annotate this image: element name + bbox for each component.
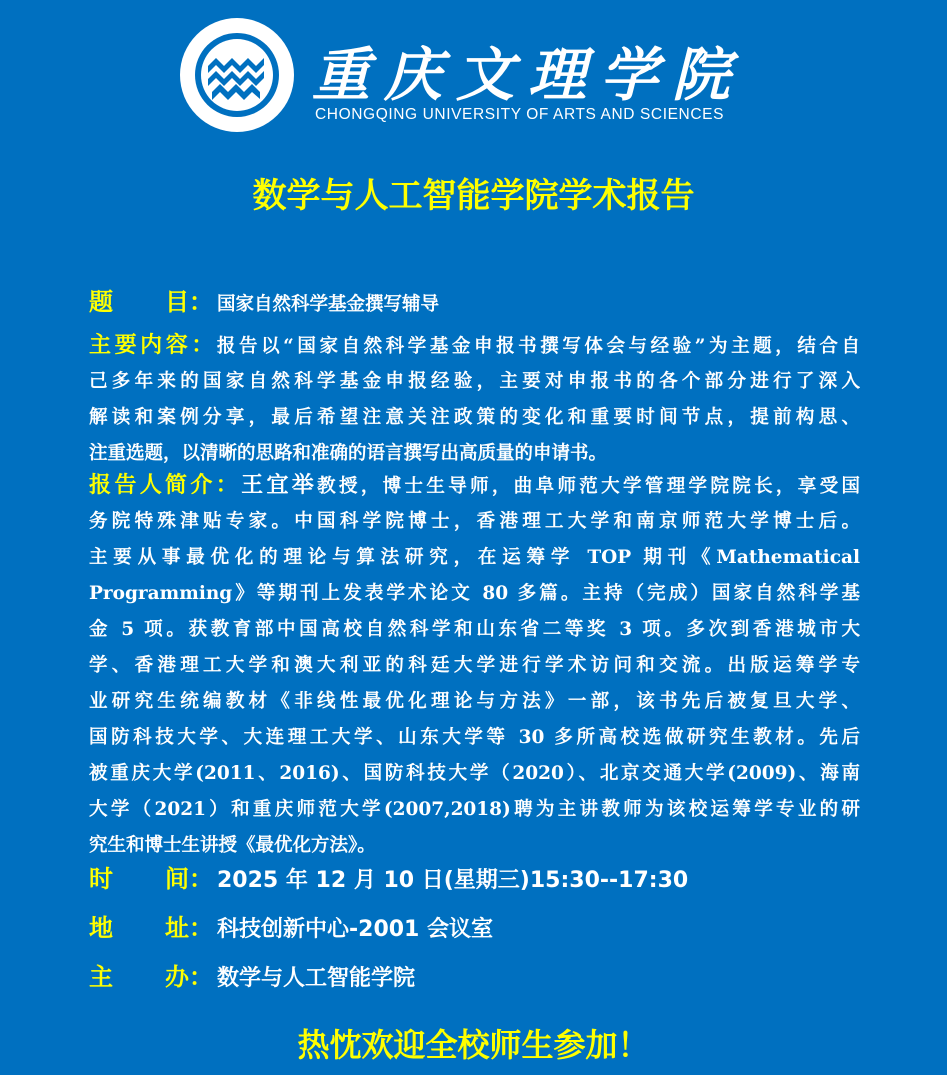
speaker-line: 国防科技大学、大连理工大学、山东大学等 30 多所高校选做研究生教材。先后 [89, 727, 860, 748]
speaker-line: 教授，博士生导师，曲阜师范大学管理学院院长，享受国 [317, 476, 860, 497]
time-label-b: 间： [165, 865, 213, 893]
place-value: 科技创新中心-2001 会议室 [217, 917, 494, 942]
place-label-b: 址： [165, 914, 213, 942]
host-row [89, 962, 415, 992]
content-label: 主要内容： [89, 333, 217, 358]
speaker-label: 报告人简介： [89, 473, 242, 498]
topic-label-b: 目： [165, 288, 213, 316]
content-line: 注重选题，以清晰的思路和准确的语言撰写出高质量的申请书。 [89, 443, 608, 464]
speaker-line: 业研究生统编教材《非线性最优化理论与方法》一部，该书先后被复旦大学、 [89, 691, 860, 712]
content-line: 己多年来的国家自然科学基金申报经验，主要对申报书的各个部分进行了深入 [89, 371, 860, 392]
topic-label-a: 题 [89, 288, 113, 316]
topic-value: 国家自然科学基金撰写辅导 [217, 294, 440, 315]
time-row [89, 864, 688, 894]
time-value: 2025 年 12 月 10 日(星期三)15:30--17:30 [217, 868, 689, 893]
place-row [89, 913, 493, 943]
time-label-a: 时 [89, 865, 113, 893]
content-section [89, 328, 860, 472]
speaker-line: 金 5 项。获教育部中国高校自然科学和山东省二等奖 3 项。多次到香港城市大 [89, 619, 860, 640]
university-name-en: CHONGQING UNIVERSITY OF ARTS AND SCIENCES [315, 106, 725, 123]
speaker-line: 学、香港理工大学和澳大利亚的科廷大学进行学术访问和交流。出版运筹学专 [89, 655, 860, 676]
welcome-message: 热忱欢迎全校师生参加！ [297, 1026, 650, 1064]
place-label-a: 地 [89, 914, 113, 942]
speaker-line: Programming》等期刊上发表学术论文 80 多篇。主持（完成）国家自然科学基 [89, 583, 860, 604]
topic-row [89, 287, 439, 317]
university-logo [178, 16, 296, 134]
content-line: 解读和案例分享，最后希望注意关注政策的变化和重要时间节点，提前构思、 [89, 407, 860, 428]
report-title: 数学与人工智能学院学术报告 [252, 176, 695, 216]
speaker-section [89, 468, 860, 864]
speaker-line: 主要从事最优化的理论与算法研究，在运筹学 TOP 期刊《Mathematical [89, 547, 860, 568]
speaker-line: 被重庆大学(2011、2016)、国防科技大学（2020）、北京交通大学(2009)、海南 [89, 763, 860, 784]
host-label-b: 办： [165, 963, 213, 991]
content-line: 报告以“国家自然科学基金申报书撰写体会与经验”为主题，结合自 [216, 336, 860, 357]
university-name-cn: 重庆文理学院 [312, 41, 745, 109]
host-value: 数学与人工智能学院 [217, 966, 416, 991]
speaker-line: 究生和博士生讲授《最优化方法》。 [89, 835, 376, 856]
speaker-line: 务院特殊津贴专家。中国科学院博士，香港理工大学和南京师范大学博士后。 [89, 511, 860, 532]
speaker-line: 大学（2021）和重庆师范大学(2007,2018)聘为主讲教师为该校运筹学专业的研 [89, 799, 860, 820]
host-label-a: 主 [89, 963, 113, 991]
speaker-name: 王宜举 [241, 473, 318, 498]
